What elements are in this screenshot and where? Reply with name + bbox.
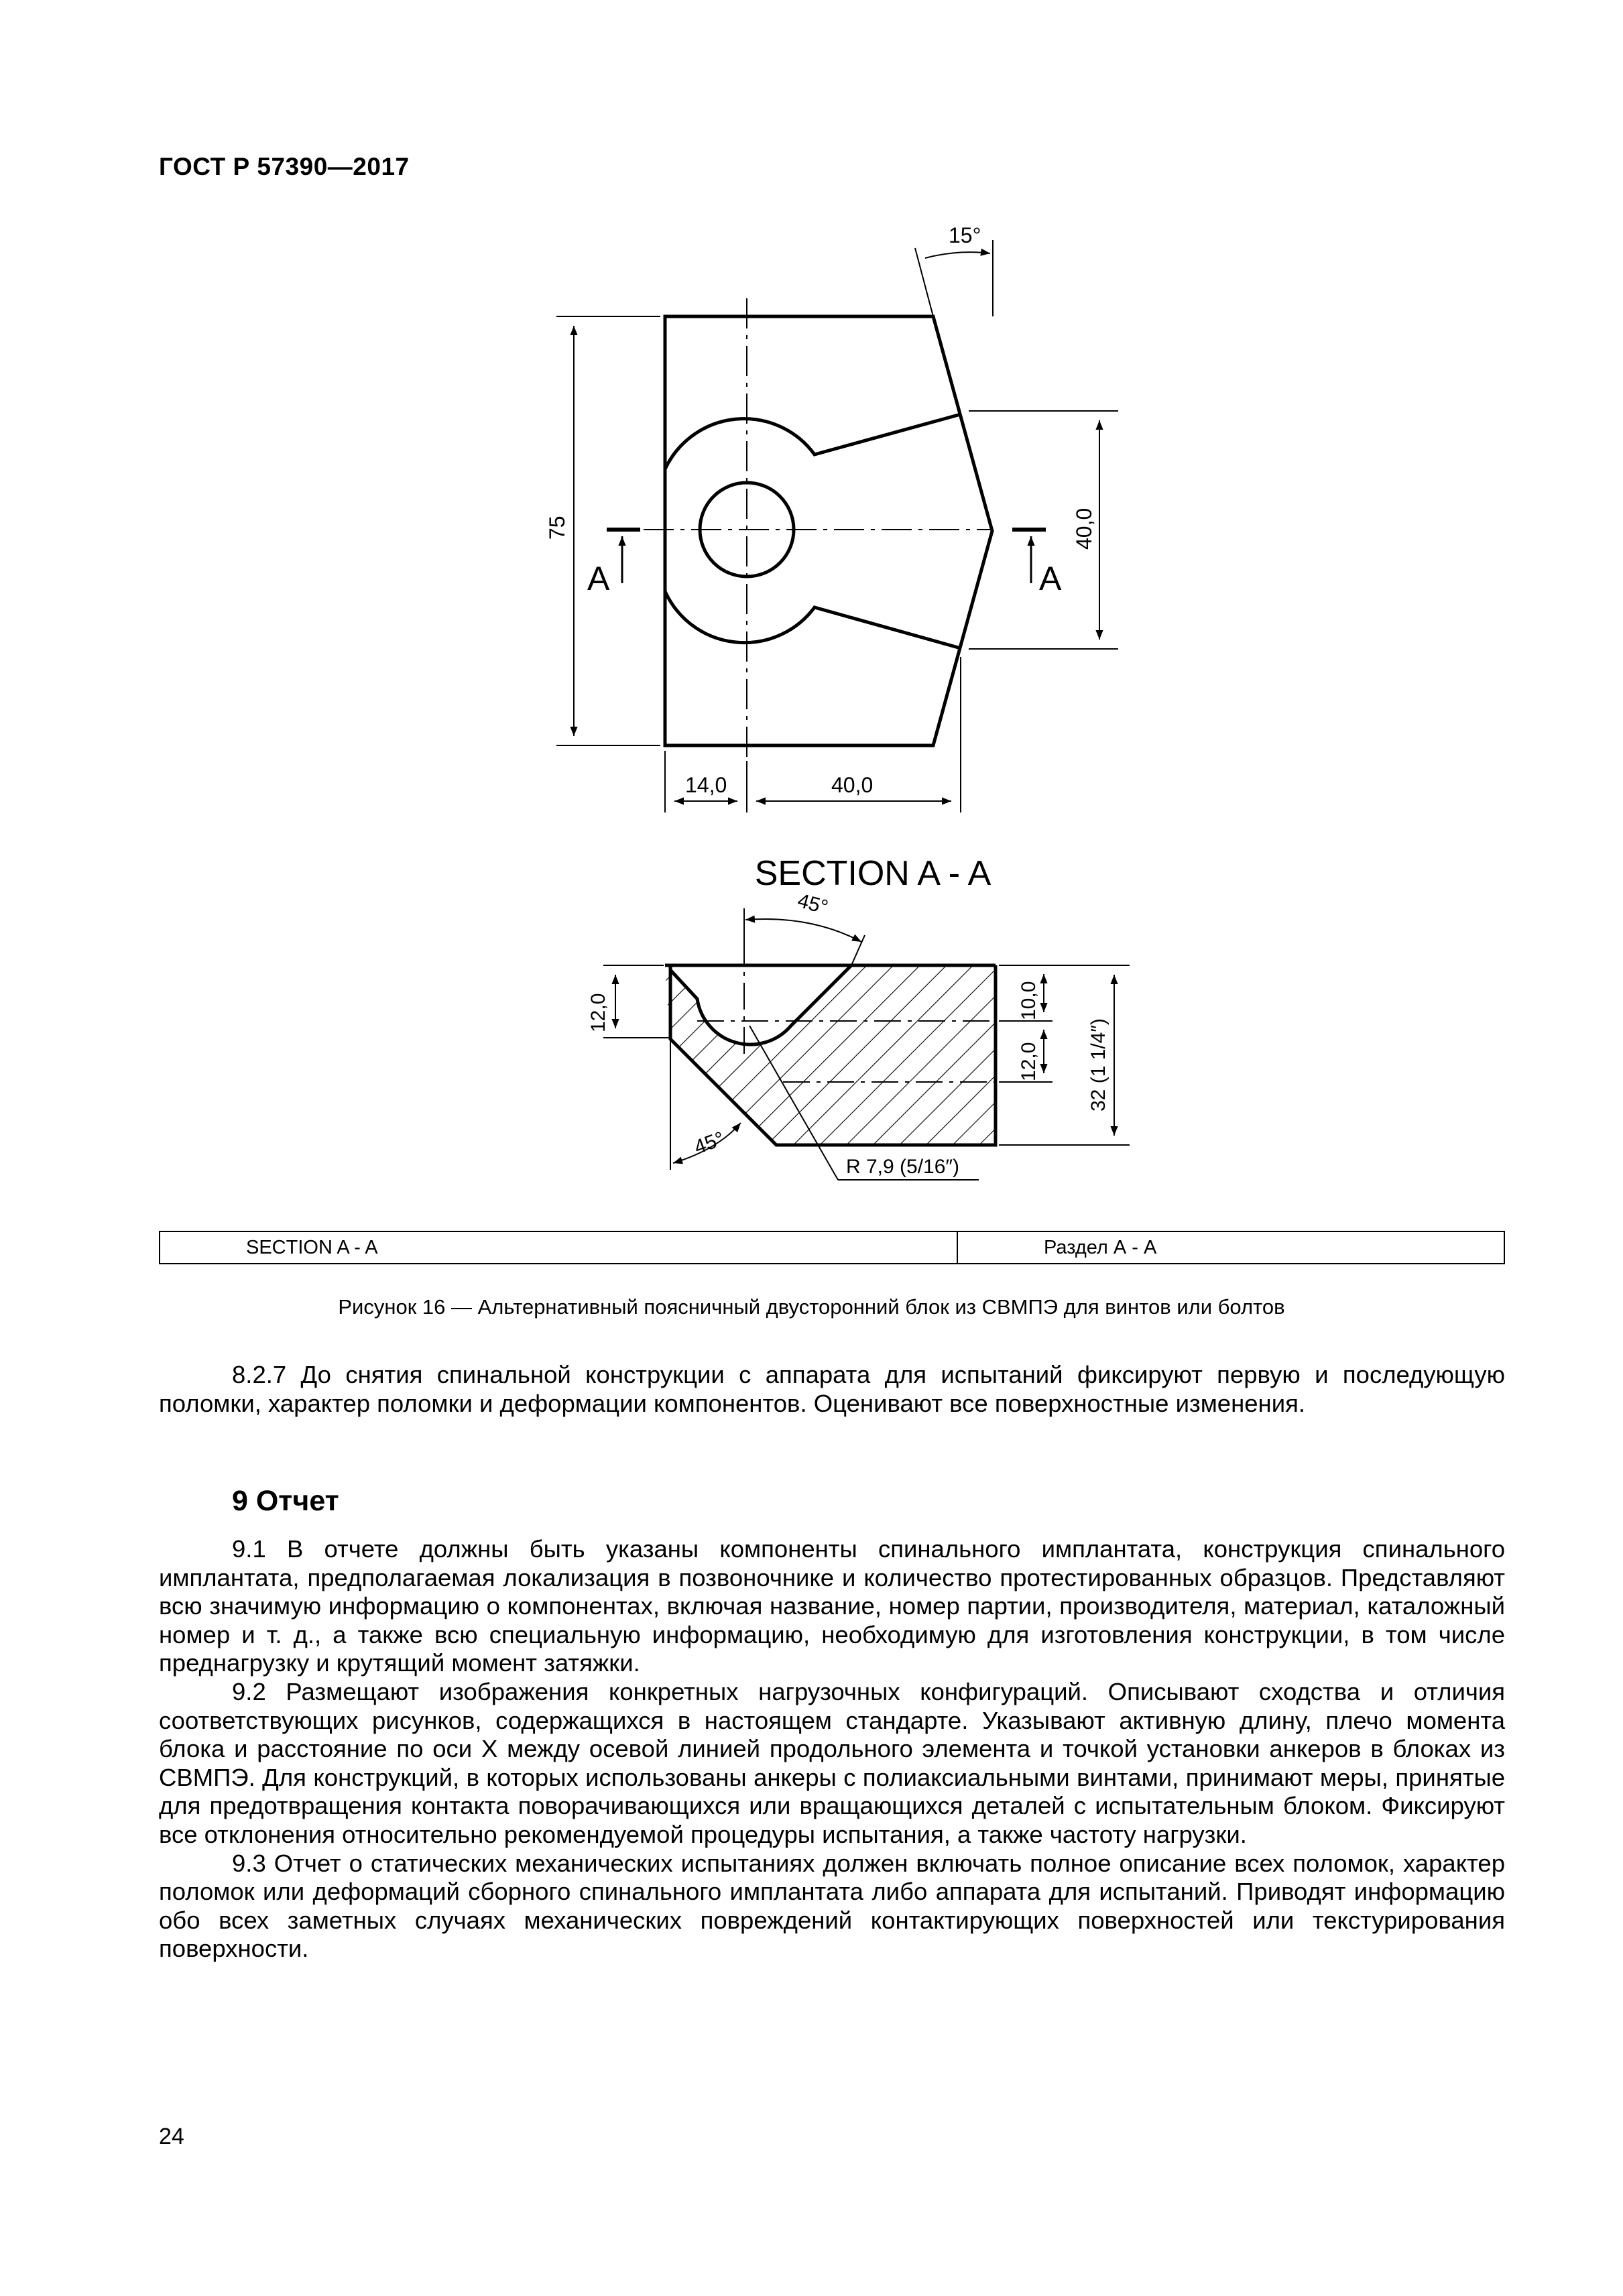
section-view (603, 908, 1130, 1180)
paragraph-9-3: 9.3 Отчет о статических механических испытаниях должен включать полное описание всех поломок, характер поломок или деформаций сборного спинального имплантата либо аппарата для испытаний. Приводят информацию обо всех заметных случаях механических повреждений контактирующих поверхностей или текстурирования поверхности. (159, 1849, 1505, 1963)
section-hatched-body (665, 965, 996, 1145)
section-heading: 9 Отчет (232, 1485, 339, 1517)
depth-10-right-label: 10,0 (1018, 981, 1040, 1020)
angle-15-label: 15° (949, 223, 981, 247)
page-header: ГОСТ Р 57390—2017 (159, 153, 410, 180)
legend-translation: Раздел А - А (957, 1231, 1504, 1264)
block-outline (665, 316, 992, 745)
paragraph-9-2: 9.2 Размещают изображения конкретных нагрузочных конфигураций. Описывают сходства и отличия соответствующих рисунков, содержащихся в настоящем стандарте. Указывают активную длину, плечо момента блока и расстояние по оси X между осевой линией продольного элемента и точкой установки анкеров в блоках из СВМПЭ. Для конструкций, в которых использованы анкеры с полиаксиальными винтами, принимают меры, принятые для предотвращения контакта поворачивающихся или вращающихся деталей с испытательным блоком. Фиксируют все отклонения относительно рекомендуемой процедуры испытания, а также частоту нагрузки. (159, 1677, 1505, 1848)
page-number: 24 (159, 2124, 184, 2149)
legend-table (159, 1231, 1505, 1264)
paragraph-8-2-7: 8.2.7 До снятия спинальной конструкции с аппарата для испытаний фиксируют первую и последующую поломки, характер поломки и деформации компонентов. Оценивают все поверхностные изменения. (159, 1361, 1505, 1417)
legend-term: SECTION A - A (160, 1231, 957, 1264)
top-view (556, 240, 1118, 812)
side-height-40-label: 40,0 (1072, 507, 1096, 550)
radius-label: R 7,9 (5/16″) (846, 1156, 960, 1178)
total-height-label: 32 (1 1/4″) (1087, 1018, 1109, 1111)
depth-12-right-label: 12,0 (1018, 1042, 1040, 1081)
section-marker-left: A (587, 560, 610, 597)
angle-15-arc (925, 252, 990, 258)
width-40-label: 40,0 (831, 773, 874, 797)
angle-45-bottom-label: 45° (691, 1128, 728, 1159)
table-row (160, 1231, 1504, 1264)
section-9-body (159, 1535, 1505, 1963)
angle-45-top-label: 45° (795, 889, 831, 919)
section-marker-right: A (1039, 560, 1062, 597)
depth-12-left-label: 12,0 (587, 993, 609, 1032)
angle-45-top-arc (745, 919, 861, 942)
paragraph-9-1: 9.1 В отчете должны быть указаны компоненты спинального имплантата, конструкция спинального имплантата, предполагаемая локализация в позвоночнике и количество протестированных образцов. Представляют всю значимую информацию о компонентах, включая название, номер партии, производителя, материал, каталожный номер и т. д., а также всю специальную информацию, необходимую для изготовления конструкции, в том числе преднагрузку и крутящий момент затяжки. (159, 1535, 1505, 1677)
paragraph-8-2-7-block (159, 1361, 1505, 1418)
figure-caption: Рисунок 16 — Альтернативный поясничный двусторонний блок из СВМПЭ для винтов или болтов (338, 1295, 1285, 1319)
section-title: SECTION A - A (754, 854, 991, 893)
counterbore-outline (665, 414, 961, 648)
width-14-label: 14,0 (685, 773, 727, 797)
height-75-label: 75 (545, 516, 569, 540)
